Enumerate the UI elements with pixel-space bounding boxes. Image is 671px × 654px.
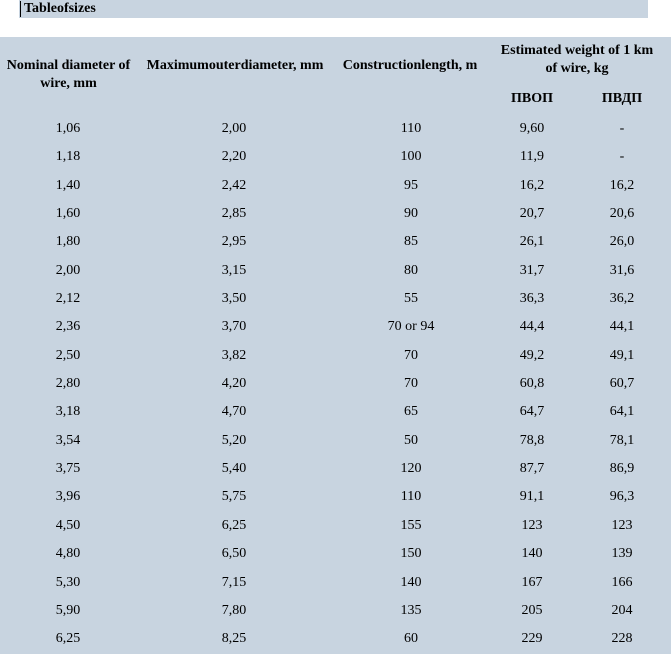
cell-construction-length: 60 (404, 631, 418, 647)
cell-max-outer-diameter: 2,00 (221, 121, 247, 136)
cell-max-outer-diameter: 4,20 (221, 376, 247, 392)
cell-max-outer-diameter: 2,95 (221, 234, 247, 250)
table-row (0, 172, 671, 200)
cell-max-outer-diameter: 8,25 (221, 631, 247, 647)
table-row (0, 540, 671, 568)
cell-nominal-diameter: 1,40 (55, 177, 81, 193)
cell-max-outer-diameter: 7,15 (221, 574, 247, 590)
cell-construction-length: 110 (400, 121, 422, 136)
cell-max-outer-diameter: 5,20 (221, 432, 247, 448)
cell-weight-pvop: 140 (521, 546, 543, 562)
cell-nominal-diameter: 3,18 (55, 404, 81, 420)
header-weight-pvdp: ПВДП (601, 91, 643, 106)
cell-weight-pvop: 87,7 (519, 461, 545, 477)
cell-weight-pvop: 123 (521, 517, 543, 533)
cell-weight-pvdp: 78,1 (609, 432, 635, 448)
cell-weight-pvdp: 20,6 (609, 206, 635, 222)
cell-nominal-diameter: 3,54 (55, 432, 81, 448)
cell-max-outer-diameter: 3,82 (221, 347, 247, 363)
cell-nominal-diameter: 1,18 (55, 149, 81, 165)
table-row (0, 285, 671, 313)
table-row (0, 257, 671, 285)
cell-weight-pvdp: 60,7 (609, 376, 635, 392)
cell-weight-pvdp: 204 (611, 602, 633, 618)
cell-weight-pvop: 31,7 (519, 262, 545, 278)
cell-weight-pvop: 26,1 (519, 234, 545, 250)
cell-max-outer-diameter: 3,70 (221, 319, 247, 335)
cell-weight-pvop: 60,8 (519, 376, 545, 392)
cell-construction-length: 85 (404, 234, 418, 250)
cell-construction-length: 120 (400, 461, 422, 477)
cell-construction-length: 70 (404, 376, 418, 392)
cell-weight-pvdp: 86,9 (609, 461, 635, 477)
cell-nominal-diameter: 6,25 (55, 631, 81, 647)
cell-nominal-diameter: 5,30 (55, 574, 81, 590)
cell-construction-length: 90 (404, 206, 418, 222)
page-title: Tableofsizes (24, 1, 96, 16)
cell-weight-pvdp: 228 (611, 631, 633, 647)
table-row (0, 455, 671, 483)
cell-nominal-diameter: 2,80 (55, 376, 81, 392)
table-row (0, 483, 671, 511)
table-row (0, 115, 671, 143)
cell-max-outer-diameter: 4,70 (221, 404, 247, 420)
table-row (0, 398, 671, 426)
table-row (0, 370, 671, 398)
cell-weight-pvdp: 16,2 (609, 177, 635, 193)
cell-weight-pvop: 9,60 (519, 121, 545, 136)
table-row (0, 200, 671, 228)
header-nominal-diameter: Nominal diameter of wire, mm (6, 58, 131, 91)
cell-weight-pvdp: 96,3 (609, 489, 635, 505)
header-max-outer-diameter: Maximumouterdiameter, mm (146, 58, 324, 73)
cell-max-outer-diameter: 6,50 (221, 546, 247, 562)
table-row (0, 569, 671, 597)
cell-nominal-diameter: 1,80 (55, 234, 81, 250)
cell-weight-pvdp: 26,0 (609, 234, 635, 250)
header-estimated-weight: Estimated weight of 1 km of wire, kg (500, 43, 654, 76)
cell-nominal-diameter: 4,50 (55, 517, 81, 533)
cell-nominal-diameter: 4,80 (55, 546, 81, 562)
header-construction-length: Constructionlength, m (342, 58, 478, 73)
cell-weight-pvop: 49,2 (519, 347, 545, 363)
cell-construction-length: 110 (400, 489, 422, 505)
cell-construction-length: 80 (404, 262, 418, 278)
cell-max-outer-diameter: 5,75 (221, 489, 247, 505)
cell-weight-pvdp: 31,6 (609, 262, 635, 278)
table-row (0, 342, 671, 370)
cell-construction-length: 55 (404, 291, 418, 307)
cell-construction-length: 95 (404, 177, 418, 193)
cell-weight-pvdp: 139 (611, 546, 633, 562)
text-cursor (20, 1, 21, 17)
cell-weight-pvdp: 123 (611, 517, 633, 533)
cell-weight-pvop: 91,1 (519, 489, 545, 505)
cell-construction-length: 50 (404, 432, 418, 448)
cell-weight-pvop: 36,3 (519, 291, 545, 307)
header-weight-pvop: ПВОП (510, 91, 553, 106)
table-row (0, 625, 671, 653)
cell-construction-length: 140 (400, 574, 422, 590)
cell-weight-pvdp: 166 (611, 574, 633, 590)
cell-weight-pvop: 78,8 (519, 432, 545, 448)
cell-weight-pvdp: 36,2 (609, 291, 635, 307)
cell-construction-length: 135 (400, 602, 422, 618)
table-body (0, 115, 671, 654)
cell-weight-pvdp: - (619, 149, 625, 165)
cell-nominal-diameter: 3,96 (55, 489, 81, 505)
cell-construction-length: 65 (404, 404, 418, 420)
cell-nominal-diameter: 2,36 (55, 319, 81, 335)
cell-weight-pvdp: 49,1 (609, 347, 635, 363)
cell-nominal-diameter: 2,12 (55, 291, 81, 307)
cell-weight-pvop: 205 (521, 602, 543, 618)
cell-max-outer-diameter: 3,15 (221, 262, 247, 278)
cell-max-outer-diameter: 7,80 (221, 602, 247, 618)
cell-weight-pvop: 11,9 (520, 149, 544, 165)
cell-max-outer-diameter: 6,25 (221, 517, 247, 533)
cell-max-outer-diameter: 3,50 (221, 291, 247, 307)
cell-weight-pvop: 167 (521, 574, 543, 590)
cell-weight-pvdp: 64,1 (609, 404, 635, 420)
cell-construction-length: 70 (404, 347, 418, 363)
cell-max-outer-diameter: 2,42 (221, 177, 247, 193)
cell-construction-length: 100 (400, 149, 422, 165)
sizes-table (0, 37, 671, 654)
cell-weight-pvop: 20,7 (519, 206, 545, 222)
cell-construction-length: 150 (400, 546, 422, 562)
cell-weight-pvdp: 44,1 (609, 319, 635, 335)
cell-weight-pvop: 44,4 (519, 319, 545, 335)
table-row (0, 143, 671, 171)
cell-max-outer-diameter: 2,20 (221, 149, 247, 165)
cell-nominal-diameter: 2,50 (55, 347, 81, 363)
cell-nominal-diameter: 2,00 (55, 262, 81, 278)
cell-max-outer-diameter: 2,85 (221, 206, 247, 222)
cell-nominal-diameter: 1,60 (55, 206, 81, 222)
cell-construction-length: 70 or 94 (387, 319, 435, 335)
cell-weight-pvdp: - (619, 121, 625, 136)
title-bar (19, 0, 648, 18)
cell-weight-pvop: 229 (521, 631, 543, 647)
cell-weight-pvop: 64,7 (519, 404, 545, 420)
cell-nominal-diameter: 5,90 (55, 602, 81, 618)
table-row (0, 597, 671, 625)
cell-nominal-diameter: 1,06 (55, 121, 81, 136)
table-row (0, 427, 671, 455)
table-row (0, 228, 671, 256)
cell-weight-pvop: 16,2 (519, 177, 545, 193)
cell-construction-length: 155 (400, 517, 422, 533)
cell-max-outer-diameter: 5,40 (221, 461, 247, 477)
table-row (0, 512, 671, 540)
table-row (0, 313, 671, 341)
cell-nominal-diameter: 3,75 (55, 461, 81, 477)
